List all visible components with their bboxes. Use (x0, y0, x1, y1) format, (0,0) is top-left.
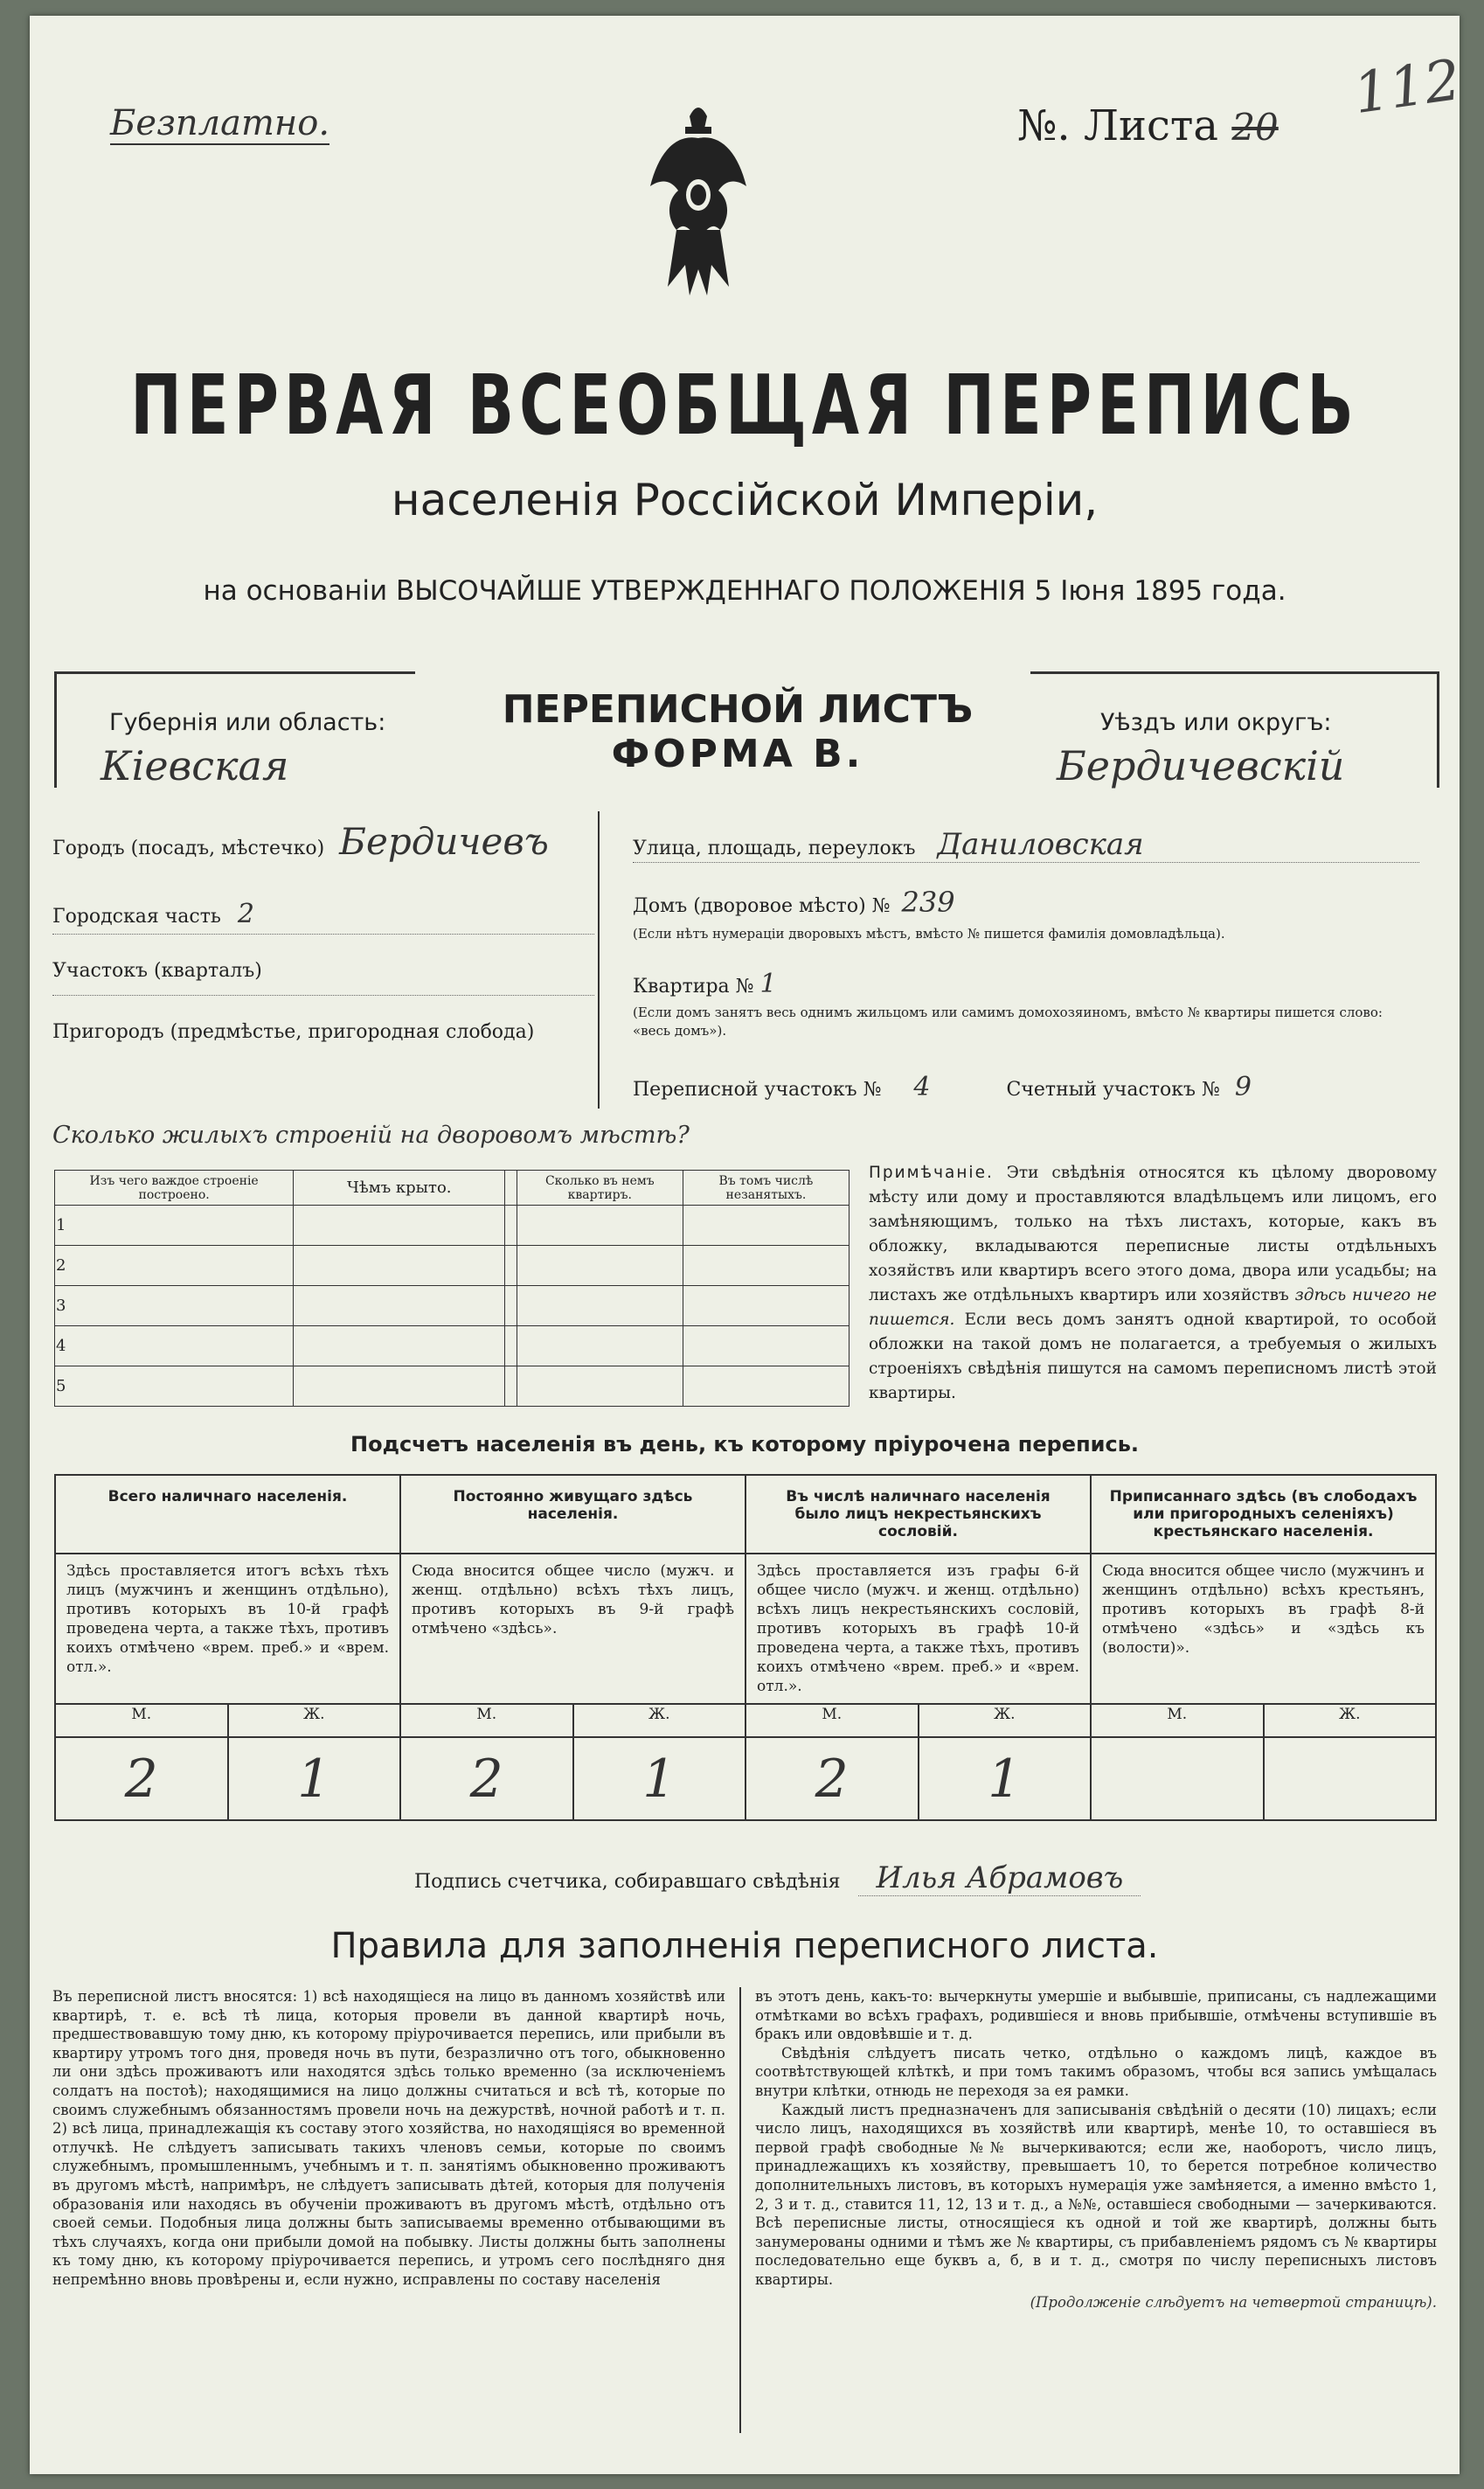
form-letter: ФОРМА В. (611, 732, 864, 776)
buildings-question: Сколько жилыхъ строеній на дворовомъ мѣстѣ? (52, 1122, 690, 1149)
note-heading: Примѣчаніе. (869, 1164, 994, 1182)
city-row (52, 820, 594, 863)
province-label: Губернія или область: (109, 709, 386, 736)
male-label: М. (745, 1704, 919, 1737)
resident-male-count: 2 (400, 1737, 573, 1820)
sheet-number-label: №. Листа (1017, 101, 1219, 150)
pop-title-non-peasant: Въ числѣ наличнаго населенія было лицъ некрестьянскихъ сословій. (745, 1475, 1091, 1554)
buildings-col-vacant: Въ томъ числѣ незанятыхъ. (683, 1171, 849, 1206)
section-row (52, 960, 594, 996)
city-part-value: 2 (237, 899, 254, 929)
address-divider (598, 811, 600, 1109)
form-title: ПЕРЕПИСНОЙ ЛИСТЪ (502, 687, 974, 732)
female-label: Ж. (919, 1704, 1092, 1737)
rules-title: Правила для заполненія переписного листа. (330, 1926, 1159, 1966)
city-part-row (52, 899, 594, 935)
female-label: Ж. (573, 1704, 746, 1737)
rules-right-column (755, 1987, 1437, 2312)
rules-continued: (Продолженіе слѣдуетъ на четвертой страницѣ). (1030, 2293, 1437, 2311)
apartment-label: Квартира № (633, 976, 754, 998)
basis-line: на основаніи ВЫСОЧАЙШЕ УТВЕРЖДЕННАГО ПОЛОЖЕНІЯ 5 Іюня 1895 года. (203, 575, 1286, 607)
house-row (633, 886, 1419, 921)
signature-row (414, 1860, 1141, 1895)
rules-right-paragraph-3: Каждый листъ предназначенъ для записыванія свѣдѣній о десяти (10) лицахъ; если число лицъ, находящихся въ хозяйствѣ или квартирѣ, менѣе 10, то оставшіеся въ первой графѣ свободные №№ вычеркиваются; если же, наоборотъ, число лицъ, принадлежащихъ къ хозяйству, превышаетъ 10, то берется потребное количество дополнительныхъ листовъ, въ которыхъ нумерація уже замѣняется, а именно вмѣсто 1, 2, 3 и т. д., ставится 11, 12, 13 и т. д., а №№, оставшіеся свободными — зачеркиваются. Всѣ переписные листы, относящіеся къ одной и той же квартирѣ, должны быть занумерованы одними и тѣмъ же № квартиры, съ прибавленіемъ рядомъ съ № квартиры последовательно еще буквъ а, б, в и т. д., смотря по числу переписныхъ листовъ квартиры. (755, 2101, 1437, 2288)
count-area-label: Счетный участокъ № (1006, 1079, 1220, 1101)
pop-title-resident: Постоянно живущаго здѣсь населенія. (400, 1475, 745, 1554)
male-label: М. (55, 1704, 228, 1737)
non-peasant-male-count: 2 (745, 1737, 919, 1820)
census-area-label: Переписной участокъ № (633, 1079, 882, 1101)
note-text: Эти свѣдѣнія относятся къ цѣлому дворовому мѣсту или дому и проставляются владѣльцемъ или лицомъ, его замѣняющимъ, только на тѣхъ листахъ, которые, какъ въ обложку, вкладываются переписные листы отдѣльныхъ хозяйствъ или квартиръ всего этого дома, двора или усадьбы; на листахъ же отдѣльныхъ квартиръ или хозяйствъ (869, 1164, 1437, 1304)
rules-divider (739, 1987, 741, 2433)
buildings-col-roof: Чѣмъ крыто. (294, 1171, 505, 1206)
district-label: Уѣздъ или округъ: (1100, 709, 1332, 736)
male-label: М. (1091, 1704, 1264, 1737)
province-box (54, 671, 415, 788)
sheet-number (1017, 101, 1279, 150)
buildings-row-number: 5 (55, 1366, 294, 1407)
apartment-note: (Если домъ занятъ весь однимъ жильцомъ или самимъ домохозяиномъ, вмѣсто № квартиры пишется слово: «весь домъ»). (633, 1005, 1383, 1039)
census-area-row (633, 1072, 1419, 1107)
buildings-table (54, 1170, 849, 1407)
census-sheet (30, 16, 1465, 2474)
sheet-number-value: 20 (1231, 106, 1279, 149)
population-table (54, 1474, 1437, 1821)
census-area-value: 4 (913, 1072, 931, 1102)
buildings-col-material: Изъ чего важдое строеніе построено. (55, 1171, 294, 1206)
district-box (1030, 671, 1439, 788)
population-heading: Подсчетъ населенія въ день, къ которому пріурочена перепись. (350, 1432, 1139, 1457)
pop-desc-peasant: Сюда вносится общее число (мужчинъ и женщинъ отдѣльно) всѣхъ крестьянъ, противъ которыхъ въ графѣ 8-й отмѣчено «здѣсь» и «здѣсь къ (волости)». (1091, 1554, 1436, 1704)
pop-title-present: Всего наличнаго населенія. (55, 1475, 400, 1554)
present-male-count: 2 (55, 1737, 228, 1820)
free-label: Безплатно. (110, 103, 330, 143)
buildings-row-number: 4 (55, 1326, 294, 1366)
apartment-value: 1 (759, 969, 777, 999)
city-value: Бердичевъ (339, 820, 549, 863)
buildings-row-number: 3 (55, 1286, 294, 1326)
female-label: Ж. (1264, 1704, 1437, 1737)
form-title-box (419, 671, 1057, 794)
district-value: Бердичевскій (1057, 742, 1345, 789)
peasant-male-count (1091, 1737, 1264, 1820)
male-label: М. (400, 1704, 573, 1737)
rules-right-paragraph-1: въ этотъ день, какъ-то: вычеркнуты умершіе и выбывшіе, приписаны, съ надлежащими отмѣтками во всѣхъ графахъ, родившіеся и вновь прибывшіе, отмѣчены вступившіе въ бракъ или овдовѣвшіе и т. д. (755, 1988, 1437, 2043)
buildings-col-apartments: Сколько въ немъ квартиръ. (517, 1171, 683, 1206)
resident-female-count: 1 (573, 1737, 746, 1820)
signature-label: Подпись счетчика, собиравшаго свѣдѣнія (414, 1871, 841, 1893)
count-area-value: 9 (1234, 1072, 1252, 1102)
archive-number: 112 (1349, 47, 1465, 128)
house-note: (Если нѣтъ нумераціи дворовыхъ мѣстъ, вмѣсто № пишется фамилія домовладѣльца). (633, 926, 1225, 942)
buildings-row-number: 2 (55, 1246, 294, 1286)
subtitle: населенія Россійской Имперіи, (391, 475, 1099, 525)
note-emphasis: здѣсь ничего не пишется. (869, 1286, 1437, 1329)
suburb-label: Пригородъ (предмѣстье, пригородная слобода) (52, 1021, 535, 1043)
pop-desc-resident: Сюда вносится общее число (мужч. и женщ. отдѣльно) всѣхъ тѣхъ лицъ, противъ которыхъ въ 9-й графѣ отмѣчено «здѣсь». (400, 1554, 745, 1704)
section-label: Участокъ (кварталъ) (52, 960, 262, 982)
rules-right-paragraph-2: Свѣдѣнія слѣдуетъ писать четко, отдѣльно о каждомъ лицѣ, каждое въ соотвѣтствующей клѣткѣ, и при томъ такимъ образомъ, чтобы вся запись умѣщалась внутри клѣтки, отнюдь не переходя за ея рамки. (755, 2044, 1437, 2099)
buildings-note (869, 1161, 1437, 1406)
apartment-row (633, 969, 1419, 1000)
city-label: Городъ (посадъ, мѣстечко) (52, 838, 325, 859)
pop-title-peasant: Приписаннаго здѣсь (въ слободахъ или пригородныхъ селеніяхъ) крестьянскаго населенія. (1091, 1475, 1436, 1554)
street-row (633, 827, 1419, 863)
present-female-count: 1 (228, 1737, 401, 1820)
main-title: ПЕРВАЯ ВСЕОБЩАЯ ПЕРЕПИСЬ (130, 357, 1359, 454)
rules-left-column: Въ переписной листъ вносятся: 1) всѣ находящіеся на лицо въ данномъ хозяйствѣ или квартирѣ, т. е. всѣ тѣ лица, которыя провели въ данной квартирѣ ночь, предшествовавшую тому дню, къ которому пріурочивается перепись, или прибыли въ квартиру утромъ того дня, проведя ночь въ пути, безразлично отъ того, обыкновенно ли они здѣсь проживаютъ или находятся здѣсь только временно (за исключеніемъ солдатъ на постоѣ); находящимися на лицо должны считаться и всѣ тѣ, которые по своимъ служебнымъ обязанностямъ провели ночь на дежурствѣ, ночной работѣ и т. п. 2) всѣ лица, принадлежащія къ составу этого хозяйства, но находящіяся во временной отлучкѣ. Не слѣдуетъ записывать такихъ членовъ семьи, которые по своимъ служебнымъ, промышленнымъ, учебнымъ и т. п. занятіямъ обыкновенно проживаютъ въ другомъ мѣстѣ, напримѣръ, не слѣдуетъ записывать дѣтей, которыя для полученія образованія или находясь въ обученіи проживаютъ въ другомъ мѣстѣ, отдѣльно отъ своей семьи. Подобныя лица должны быть записываемы временно отбывающими въ тѣхъ случаяхъ, когда они прибыли домой на побывку. Листы должны быть заполнены къ тому дню, къ которому пріурочивается перепись, и утромъ сего послѣдняго дня непремѣнно вновь провѣрены и, если нужно, исправлены по составу населенія (52, 1988, 725, 2288)
note-text-2: Если весь домъ занятъ одной квартирой, то особой обложки на такой домъ не полагается, а требуемыя о жилыхъ строеніяхъ свѣдѣнія пишутся на самомъ переписномъ листѣ этой квартиры. (869, 1311, 1437, 1402)
eagle-emblem (641, 99, 755, 309)
female-label: Ж. (228, 1704, 401, 1737)
house-label: Домъ (дворовое мѣсто) № (633, 895, 891, 917)
enumerator-signature: Илья Абрамовъ (858, 1860, 1141, 1896)
street-label: Улица, площадь, переулокъ (633, 838, 916, 859)
city-part-label: Городская часть (52, 906, 221, 928)
province-value: Кіевская (101, 742, 289, 789)
peasant-female-count (1264, 1737, 1437, 1820)
street-value: Даниловская (937, 827, 1144, 862)
house-value: 239 (901, 886, 955, 919)
buildings-row-number: 1 (55, 1206, 294, 1246)
pop-desc-non-peasant: Здѣсь проставляется изъ графы 6-й общее число (мужч. и женщ. отдѣльно) всѣхъ лицъ некрестьянскихъ сословій, противъ которыхъ въ графѣ 10-й проведена черта, а также тѣхъ, противъ коихъ отмѣчено «врем. преб.» и «врем. отл.». (745, 1554, 1091, 1704)
suburb-row (52, 1021, 594, 1056)
pop-desc-present: Здѣсь проставляется итогъ всѣхъ тѣхъ лицъ (мужчинъ и женщинъ отдѣльно), противъ которыхъ въ 10-й графѣ проведена черта, а также тѣхъ, противъ коихъ отмѣчено «врем. преб.» и «врем. отл.». (55, 1554, 400, 1704)
non-peasant-female-count: 1 (919, 1737, 1092, 1820)
